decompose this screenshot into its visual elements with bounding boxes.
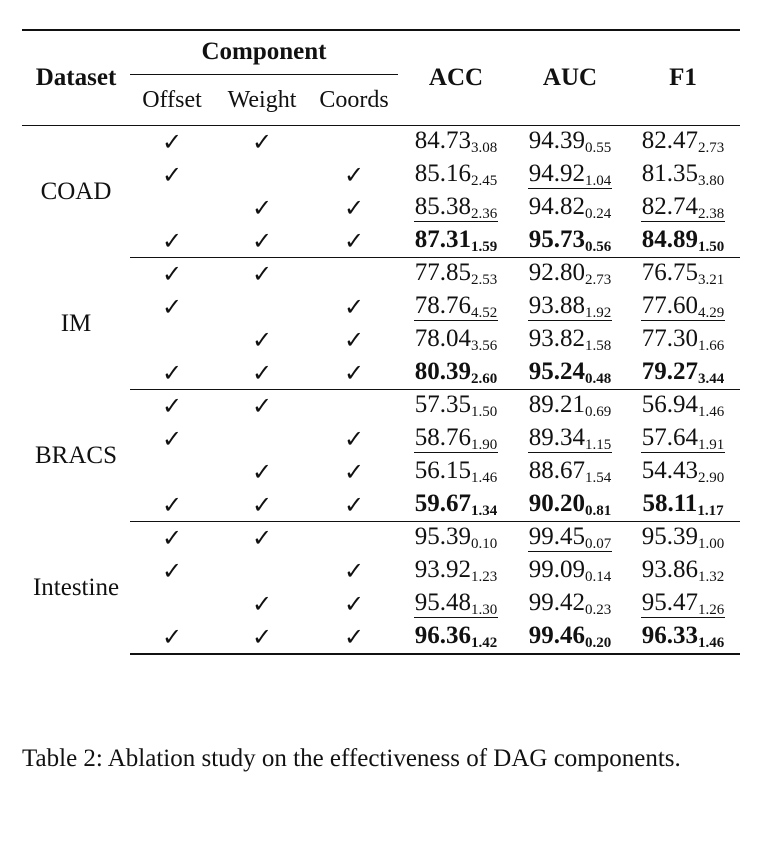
checkmark-icon: ✓ — [161, 161, 183, 189]
header-offset: Offset — [130, 75, 214, 126]
metric-std: 1.04 — [585, 173, 612, 189]
metric-f1 — [626, 192, 740, 225]
metric-acc — [398, 126, 514, 159]
metric-std: 0.24 — [585, 206, 612, 222]
metric-value: 90.20 — [528, 489, 585, 517]
check-weight — [214, 456, 310, 489]
checkmark-icon: ✓ — [251, 128, 273, 157]
metric-f1 — [626, 159, 740, 192]
metric-value: 87.31 — [414, 225, 471, 253]
check-weight — [214, 291, 310, 324]
metric-auc — [514, 357, 626, 390]
metric-std: 2.90 — [698, 470, 725, 486]
metric-std: 2.60 — [471, 370, 498, 387]
metric-value: 94.39 — [528, 127, 585, 155]
table-row — [22, 621, 740, 654]
metric-value: 84.73 — [414, 127, 471, 155]
metric-std: 0.20 — [585, 634, 612, 651]
metric-value: 77.85 — [414, 259, 471, 287]
metric-value: 99.46 — [528, 621, 585, 649]
metric-value: 58.11 — [642, 489, 698, 517]
metric-value: 84.89 — [641, 225, 698, 253]
metric-std: 1.59 — [471, 238, 498, 255]
dataset-name: COAD — [40, 177, 112, 205]
metric-value: 95.47 — [641, 589, 698, 616]
table-row — [22, 159, 740, 192]
metric-f1 — [626, 291, 740, 324]
dataset-group-im — [22, 258, 740, 390]
table-row — [22, 390, 740, 423]
metric-auc — [514, 291, 626, 324]
metric-std: 0.23 — [585, 602, 612, 618]
metric-value: 59.67 — [414, 489, 471, 517]
header-component-label: Component — [130, 38, 398, 75]
metric-value: 93.86 — [641, 556, 698, 583]
metric-std: 0.69 — [585, 404, 612, 421]
metric-value: 95.73 — [528, 225, 585, 253]
checkmark-icon: ✓ — [161, 392, 183, 421]
metric-std: 1.66 — [698, 338, 725, 354]
metric-value: 78.04 — [414, 325, 471, 352]
metric-std: 1.26 — [698, 602, 725, 618]
metric-std: 0.56 — [585, 238, 612, 255]
metric-value: 85.38 — [414, 193, 471, 220]
header-acc: ACC — [398, 30, 514, 126]
checkmark-icon: ✓ — [161, 622, 183, 651]
check-coords — [310, 159, 398, 192]
table-row — [22, 192, 740, 225]
metric-acc — [398, 456, 514, 489]
metric-value: 96.33 — [641, 621, 698, 649]
check-coords — [310, 390, 398, 423]
check-weight — [214, 357, 310, 390]
check-offset — [130, 621, 214, 654]
check-offset — [130, 390, 214, 423]
check-offset — [130, 192, 214, 225]
metric-f1 — [626, 390, 740, 423]
metric-acc — [398, 225, 514, 258]
check-coords — [310, 357, 398, 390]
metric-std: 4.52 — [471, 305, 498, 321]
check-coords — [310, 456, 398, 489]
check-coords — [310, 489, 398, 522]
checkmark-icon: ✓ — [161, 226, 183, 255]
metric-std: 2.36 — [471, 206, 498, 222]
check-offset — [130, 588, 214, 621]
dataset-group-intestine — [22, 522, 740, 654]
metric-std: 4.29 — [698, 305, 725, 321]
checkmark-icon: ✓ — [161, 128, 183, 157]
check-offset — [130, 225, 214, 258]
metric-acc — [398, 357, 514, 390]
metric-acc — [398, 423, 514, 456]
metric-std: 2.73 — [585, 272, 612, 289]
metric-acc — [398, 291, 514, 324]
metric-std: 0.14 — [585, 569, 612, 585]
table-row — [22, 588, 740, 621]
metric-f1 — [626, 555, 740, 588]
metric-f1 — [626, 588, 740, 621]
metric-value: 99.42 — [528, 589, 585, 616]
checkmark-icon: ✓ — [161, 425, 183, 453]
metric-std: 1.50 — [471, 404, 498, 421]
check-weight — [214, 621, 310, 654]
dataset-group-bracs — [22, 390, 740, 522]
metric-acc — [398, 324, 514, 357]
metric-value: 95.39 — [641, 523, 698, 551]
table-caption: Table 2: Ablation study on the effectiveness of DAG components. — [22, 745, 681, 772]
metric-std: 1.91 — [698, 437, 725, 453]
metric-std: 1.23 — [471, 569, 498, 585]
checkmark-icon: ✓ — [161, 524, 183, 553]
check-weight — [214, 489, 310, 522]
check-weight — [214, 258, 310, 291]
metric-value: 79.27 — [641, 357, 698, 385]
metric-value: 77.60 — [641, 292, 698, 319]
metric-value: 81.35 — [641, 160, 698, 187]
checkmark-icon: ✓ — [251, 490, 273, 519]
metric-acc — [398, 390, 514, 423]
table-row — [22, 258, 740, 291]
check-offset — [130, 126, 214, 159]
metric-value: 89.34 — [528, 424, 585, 451]
metric-std: 1.50 — [698, 238, 725, 255]
metric-acc — [398, 489, 514, 522]
metric-value: 57.35 — [414, 391, 471, 419]
check-weight — [214, 159, 310, 192]
metric-std: 3.08 — [471, 140, 498, 157]
checkmark-icon: ✓ — [251, 260, 273, 289]
metric-std: 2.45 — [471, 173, 498, 189]
metric-value: 78.76 — [414, 292, 471, 319]
check-coords — [310, 291, 398, 324]
metric-value: 93.82 — [528, 325, 585, 352]
metric-std: 0.81 — [585, 502, 612, 519]
metric-value: 80.39 — [414, 357, 471, 385]
metric-value: 95.48 — [414, 589, 471, 616]
check-coords — [310, 225, 398, 258]
check-weight — [214, 324, 310, 357]
metric-value: 94.82 — [528, 193, 585, 220]
metric-std: 1.58 — [585, 338, 612, 354]
header-dataset: Dataset — [22, 30, 130, 126]
table-row — [22, 225, 740, 258]
checkmark-icon: ✓ — [251, 392, 273, 421]
metric-auc — [514, 423, 626, 456]
metric-std: 1.34 — [471, 502, 498, 519]
metric-value: 94.92 — [528, 160, 585, 187]
checkmark-icon: ✓ — [161, 490, 183, 519]
metric-acc — [398, 192, 514, 225]
metric-std: 1.46 — [698, 634, 725, 651]
check-weight — [214, 390, 310, 423]
metric-std: 1.42 — [471, 634, 498, 651]
dataset-name: Intestine — [32, 573, 120, 601]
check-offset — [130, 324, 214, 357]
header-coords: Coords — [310, 75, 398, 126]
metric-value: 56.15 — [414, 457, 471, 484]
check-coords — [310, 423, 398, 456]
checkmark-icon: ✓ — [343, 226, 365, 255]
check-coords — [310, 126, 398, 159]
metric-auc — [514, 324, 626, 357]
check-weight — [214, 423, 310, 456]
metric-std: 2.53 — [471, 272, 498, 289]
metric-std: 1.90 — [471, 437, 498, 453]
metric-f1 — [626, 522, 740, 555]
header-component — [130, 30, 398, 75]
metric-auc — [514, 159, 626, 192]
table-row — [22, 522, 740, 555]
checkmark-icon: ✓ — [251, 326, 273, 354]
metric-auc — [514, 588, 626, 621]
check-offset — [130, 159, 214, 192]
metric-value: 96.36 — [414, 621, 471, 649]
checkmark-icon: ✓ — [343, 425, 365, 453]
check-offset — [130, 456, 214, 489]
checkmark-icon: ✓ — [343, 194, 365, 222]
metric-std: 0.07 — [585, 536, 612, 553]
metric-std: 0.55 — [585, 140, 612, 157]
dataset-name: IM — [60, 309, 92, 337]
checkmark-icon: ✓ — [343, 358, 365, 387]
check-weight — [214, 522, 310, 555]
header-f1: F1 — [626, 30, 740, 126]
metric-std: 3.80 — [698, 173, 725, 189]
metric-value: 89.21 — [528, 391, 585, 419]
table-row — [22, 357, 740, 390]
table-header — [22, 30, 740, 126]
table-row — [22, 489, 740, 522]
checkmark-icon: ✓ — [251, 458, 273, 486]
metric-std: 2.38 — [698, 206, 725, 222]
check-weight — [214, 192, 310, 225]
metric-value: 88.67 — [528, 457, 585, 484]
metric-f1 — [626, 225, 740, 258]
metric-f1 — [626, 126, 740, 159]
metric-std: 2.73 — [698, 140, 725, 157]
metric-std: 0.10 — [471, 536, 498, 553]
dataset-name: BRACS — [35, 441, 117, 469]
metric-std: 3.44 — [698, 370, 725, 387]
checkmark-icon: ✓ — [161, 557, 183, 585]
check-offset — [130, 489, 214, 522]
checkmark-icon: ✓ — [161, 260, 183, 289]
metric-value: 95.24 — [528, 357, 585, 385]
check-coords — [310, 192, 398, 225]
checkmark-icon: ✓ — [343, 161, 365, 189]
checkmark-icon: ✓ — [251, 622, 273, 651]
metric-value: 99.45 — [528, 523, 585, 551]
metric-std: 1.00 — [698, 536, 725, 553]
metric-std: 1.46 — [471, 470, 498, 486]
table-row — [22, 324, 740, 357]
metric-std: 0.48 — [585, 370, 612, 387]
metric-auc — [514, 555, 626, 588]
checkmark-icon: ✓ — [343, 622, 365, 651]
check-coords — [310, 522, 398, 555]
metric-std: 1.54 — [585, 470, 612, 486]
metric-value: 58.76 — [414, 424, 471, 451]
metric-acc — [398, 522, 514, 555]
check-offset — [130, 291, 214, 324]
metric-value: 93.92 — [414, 556, 471, 583]
check-offset — [130, 522, 214, 555]
check-coords — [310, 555, 398, 588]
metric-auc — [514, 258, 626, 291]
table-row — [22, 555, 740, 588]
metric-std: 3.56 — [471, 338, 498, 354]
metric-acc — [398, 258, 514, 291]
checkmark-icon: ✓ — [161, 358, 183, 387]
metric-f1 — [626, 489, 740, 522]
metric-f1 — [626, 357, 740, 390]
metric-auc — [514, 522, 626, 555]
checkmark-icon: ✓ — [251, 226, 273, 255]
checkmark-icon: ✓ — [343, 557, 365, 585]
table-row — [22, 423, 740, 456]
metric-acc — [398, 159, 514, 192]
metric-value: 85.16 — [414, 160, 471, 187]
dataset-group-coad — [22, 126, 740, 258]
check-offset — [130, 555, 214, 588]
checkmark-icon: ✓ — [251, 590, 273, 618]
check-offset — [130, 357, 214, 390]
metric-auc — [514, 621, 626, 654]
metric-f1 — [626, 258, 740, 291]
metric-std: 3.21 — [698, 272, 725, 289]
checkmark-icon: ✓ — [251, 524, 273, 553]
check-coords — [310, 324, 398, 357]
metric-auc — [514, 456, 626, 489]
metric-value: 95.39 — [414, 523, 471, 551]
check-weight — [214, 555, 310, 588]
metric-value: 92.80 — [528, 259, 585, 287]
checkmark-icon: ✓ — [343, 293, 365, 321]
checkmark-icon: ✓ — [251, 358, 273, 387]
metric-std: 1.30 — [471, 602, 498, 618]
metric-auc — [514, 126, 626, 159]
metric-auc — [514, 192, 626, 225]
check-coords — [310, 588, 398, 621]
metric-f1 — [626, 324, 740, 357]
metric-auc — [514, 390, 626, 423]
metric-f1 — [626, 423, 740, 456]
metric-std: 1.32 — [698, 569, 725, 585]
metric-value: 57.64 — [641, 424, 698, 451]
table-row — [22, 126, 740, 159]
metric-acc — [398, 621, 514, 654]
metric-value: 99.09 — [528, 556, 585, 583]
metric-f1 — [626, 456, 740, 489]
metric-auc — [514, 225, 626, 258]
checkmark-icon: ✓ — [343, 458, 365, 486]
metric-value: 56.94 — [641, 391, 698, 419]
checkmark-icon: ✓ — [251, 194, 273, 222]
check-offset — [130, 258, 214, 291]
metric-std: 1.17 — [697, 502, 724, 519]
check-weight — [214, 126, 310, 159]
metric-value: 93.88 — [528, 292, 585, 319]
checkmark-icon: ✓ — [343, 490, 365, 519]
metric-value: 54.43 — [641, 457, 698, 484]
header-weight: Weight — [214, 75, 310, 126]
table-row — [22, 456, 740, 489]
check-weight — [214, 588, 310, 621]
metric-f1 — [626, 621, 740, 654]
metric-acc — [398, 555, 514, 588]
metric-auc — [514, 489, 626, 522]
metric-std: 1.46 — [698, 404, 725, 421]
metric-std: 1.92 — [585, 305, 612, 321]
metric-value: 76.75 — [641, 259, 698, 287]
ablation-table — [22, 29, 740, 655]
metric-value: 82.47 — [641, 127, 698, 155]
metric-value: 82.74 — [641, 193, 698, 220]
table-row — [22, 291, 740, 324]
check-weight — [214, 225, 310, 258]
check-coords — [310, 258, 398, 291]
check-offset — [130, 423, 214, 456]
metric-acc — [398, 588, 514, 621]
header-auc: AUC — [514, 30, 626, 126]
metric-value: 77.30 — [641, 325, 698, 352]
check-coords — [310, 621, 398, 654]
checkmark-icon: ✓ — [343, 590, 365, 618]
metric-std: 1.15 — [585, 437, 612, 453]
checkmark-icon: ✓ — [161, 293, 183, 321]
checkmark-icon: ✓ — [343, 326, 365, 354]
